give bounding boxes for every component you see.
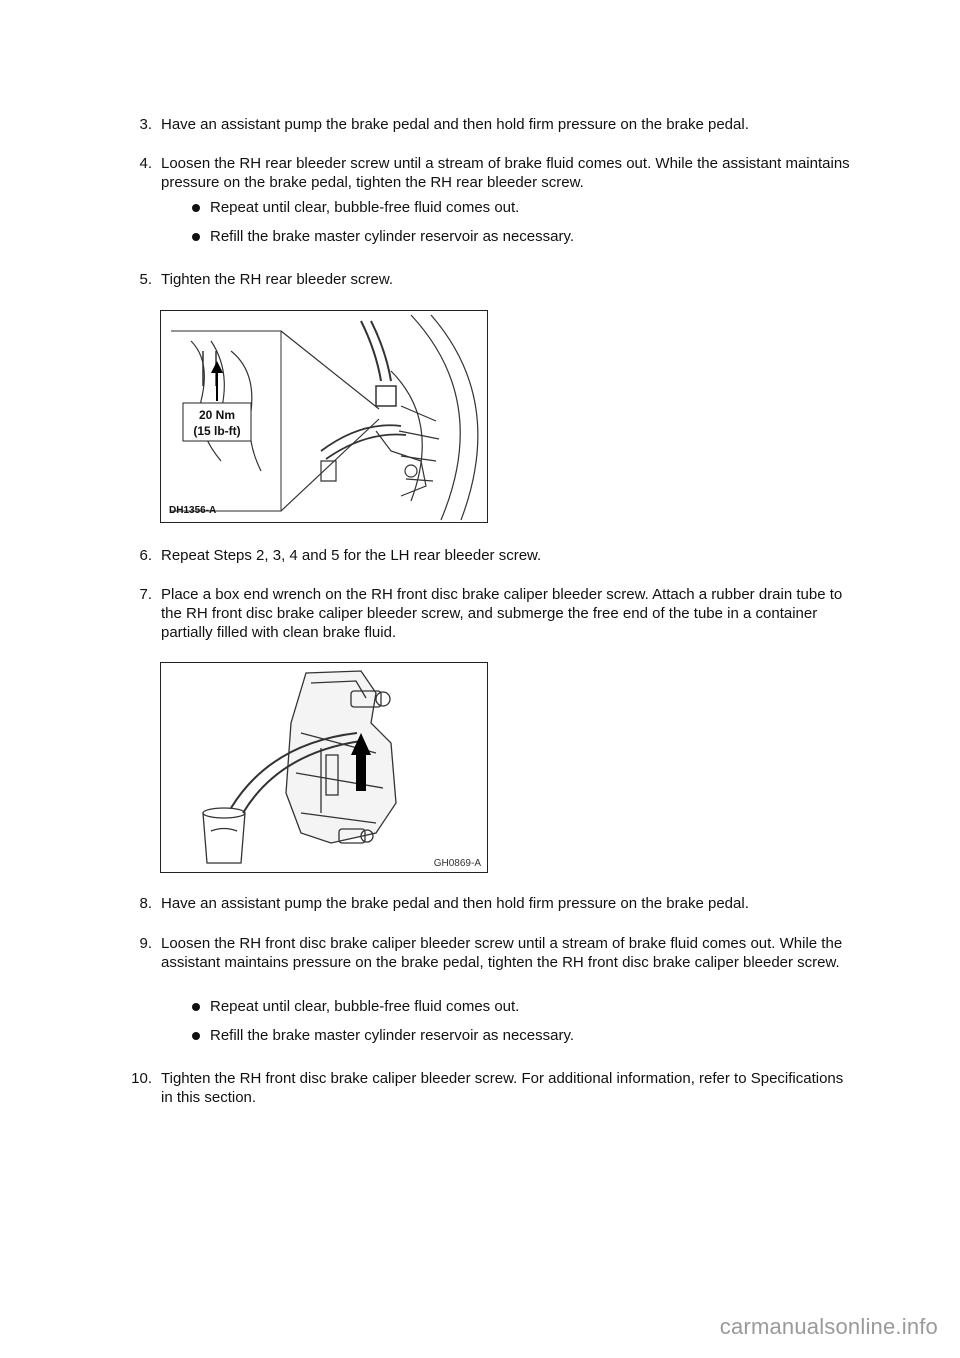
watermark: carmanualsonline.info [719,1314,938,1339]
step-number: 10. [131,1070,152,1087]
rear-bleeder-illustration [160,310,488,523]
front-caliper-drawing [161,663,487,872]
bullet-icon [192,204,200,212]
step-number: 7. [139,586,152,603]
front-caliper-illustration [160,662,488,873]
step-text: Loosen the RH front disc brake caliper bleeder screw until a stream of brake fluid comes out. While the assistant maintains pressure on the brake pedal, tighten the RH front disc brake caliper bleeder screw. [161,935,843,971]
step-text: Have an assistant pump the brake pedal and then hold firm pressure on the brake pedal. [161,895,749,912]
bullet-text: Refill the brake master cylinder reservoir as necessary. [210,228,575,245]
torque-nm-label: 20 Nm [198,408,236,422]
figure-id: DH1356-A [169,505,217,516]
bullet-icon [192,1032,200,1040]
step-text: Have an assistant pump the brake pedal and then hold firm pressure on the brake pedal. [161,116,749,133]
bullet-text: Repeat until clear, bubble-free fluid comes out. [210,998,520,1015]
step-number: 4. [139,155,152,172]
step-number: 3. [139,116,152,133]
torque-lbft-label: (15 lb-ft) [193,424,241,438]
step-text: Repeat Steps 2, 3, 4 and 5 for the LH rear bleeder screw. [161,547,542,564]
step-text: Tighten the RH rear bleeder screw. [161,271,394,288]
step-text: Tighten the RH front disc brake caliper bleeder screw. For additional information, refer to Specifications in this section. [161,1070,844,1106]
rear-brake-drawing [161,311,487,522]
figure-id: GH0869-A [433,858,481,869]
step-number: 9. [139,935,152,952]
bullet-icon [192,1003,200,1011]
step-number: 8. [139,895,152,912]
step-text: Place a box end wrench on the RH front disc brake caliper bleeder screw. Attach a rubber drain tube to the RH front disc brake caliper bleeder screw, and submerge the free end of the tube in a container partially filled with clean brake fluid. [161,586,843,641]
step-text: Loosen the RH rear bleeder screw until a stream of brake fluid comes out. While the assistant maintains pressure on the brake pedal, tighten the RH rear bleeder screw. [161,155,850,191]
step-number: 6. [139,547,152,564]
step-number: 5. [139,271,152,288]
bullet-text: Refill the brake master cylinder reservoir as necessary. [210,1027,575,1044]
bullet-text: Repeat until clear, bubble-free fluid comes out. [210,199,520,216]
bullet-icon [192,233,200,241]
